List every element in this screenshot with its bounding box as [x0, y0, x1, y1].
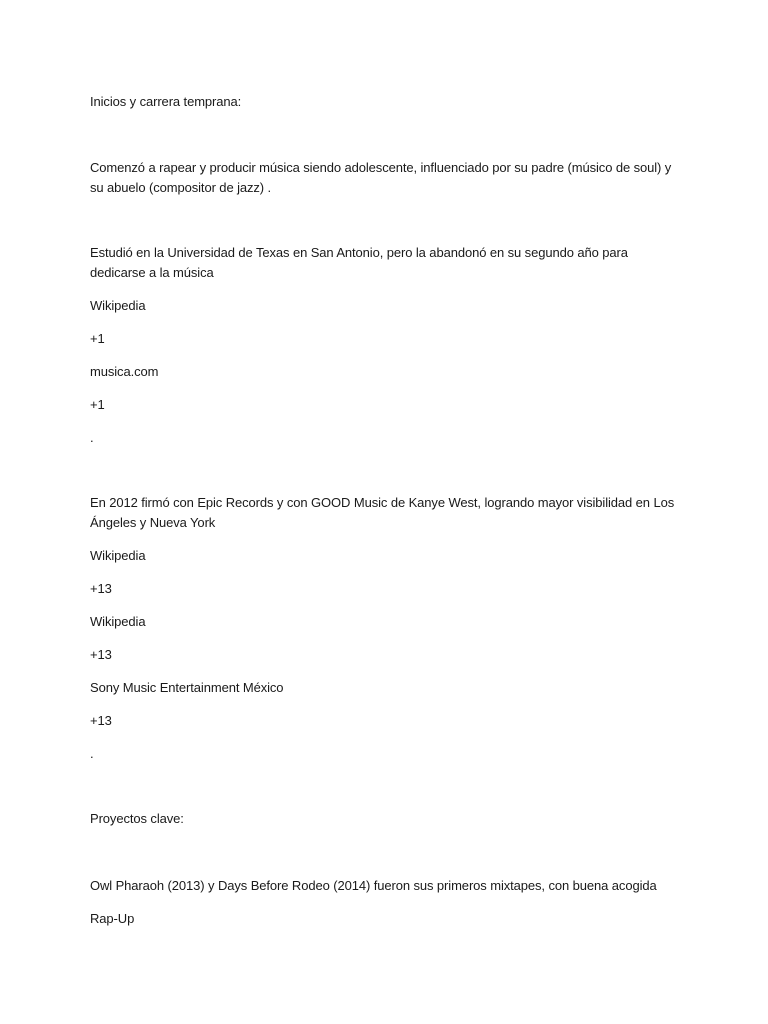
source-count: +1 — [90, 397, 105, 412]
heading-inicios: Inicios y carrera temprana: — [90, 94, 242, 109]
paragraph-epic-records: En 2012 firmó con Epic Records y con GOOD Music de Kanye West, logrando mayor visibilidad en Los Ángeles y Nueva York — [90, 495, 675, 530]
period-separator: . — [90, 746, 94, 761]
source-count: +13 — [90, 713, 112, 728]
source-link-sony[interactable]: Sony Music Entertainment México — [90, 680, 284, 695]
source-count: +1 — [90, 331, 105, 346]
source-link-rapup[interactable]: Rap-Up — [90, 911, 135, 926]
heading-proyectos: Proyectos clave: — [90, 811, 184, 826]
source-link-wikipedia[interactable]: Wikipedia — [90, 548, 146, 563]
source-count: +13 — [90, 647, 112, 662]
source-link-musica[interactable]: musica.com — [90, 364, 159, 379]
paragraph-university: Estudió en la Universidad de Texas en San Antonio, pero la abandonó en su segundo año para dedicarse a la música — [90, 245, 628, 280]
source-count: +13 — [90, 581, 112, 596]
source-link-wikipedia[interactable]: Wikipedia — [90, 614, 146, 629]
paragraph-mixtapes: Owl Pharaoh (2013) y Days Before Rodeo (2014) fueron sus primeros mixtapes, con buena acogida — [90, 878, 657, 893]
period-separator: . — [90, 430, 94, 445]
paragraph-early-career: Comenzó a rapear y producir música siendo adolescente, influenciado por su padre (músico de soul) y su abuelo (compositor de jazz) . — [90, 160, 672, 195]
source-link-wikipedia[interactable]: Wikipedia — [90, 298, 146, 313]
